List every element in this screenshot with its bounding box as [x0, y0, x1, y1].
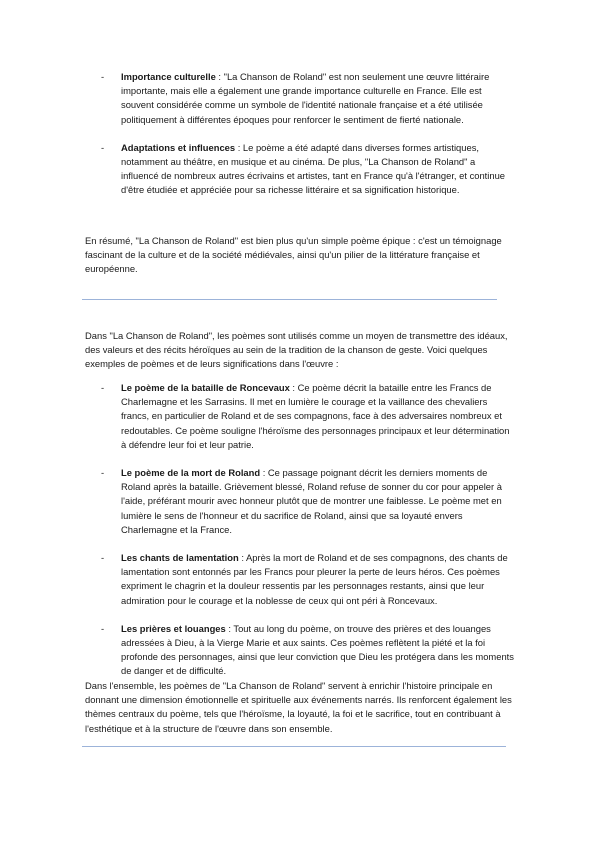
item-body: : Tout au long du poème, on trouve des prières et des louanges adressées à Dieu, à la Vierge Marie et aux saints. Ces poèmes reflètent la piété et la foi profonde des personnages, ainsi que leur conviction que Dieu les protégera dans les moments de danger et de difficulté.	[121, 622, 514, 677]
item-body: : Ce passage poignant décrit les derniers moments de Roland après la bataille. Grièvement blessé, Roland refuse de sonner du cor pour appeler à l'aide, préférant mourir avec honneur plutôt que de montrer une faiblesse. Le poème met en lumière le sens de l'honneur et du sacrifice de Roland, ainsi que sa loyauté envers Charlemagne et la France.	[121, 467, 502, 535]
list-item	[85, 622, 515, 679]
item-title: Les chants de lamentation	[121, 552, 239, 564]
bullet-dash: -	[101, 552, 105, 564]
section-divider	[82, 299, 497, 300]
item-body: : "La Chanson de Roland" est non seulement une œuvre littéraire importante, mais elle a également une grande importance culturelle en France. Elle est souvent considérée comme un symbole de l'identité nationale française et a été utilisée politiquement à différentes époques pour renforcer le sentiment de fierté nationale.	[121, 71, 490, 125]
list-item	[85, 466, 515, 537]
poems-list	[85, 381, 515, 679]
item-title: Le poème de la bataille de Roncevaux	[121, 382, 290, 393]
intro-paragraph: Dans "La Chanson de Roland", les poèmes sont utilisés comme un moyen de transmettre des idéaux, des valeurs et des récits héroïques au sein de la tradition de la chanson de geste. Voici quelques exemples de poèmes et de leurs significations dans l'œuvre :	[85, 330, 508, 370]
item-body: : Ce poème décrit la bataille entre les Francs de Charlemagne et les Sarrasins. Il met en lumière le courage et la vaillance des chevaliers francs, en particulier de Roland et de ses compagnons, face à des adversaires nombreux et redoutables. Ce poème souligne l'héroïsme des personnages principaux et leur détermination à défendre leur foi et leur patrie.	[121, 382, 510, 450]
item-title: Adaptations et influences	[121, 141, 236, 153]
section-divider-bottom	[82, 746, 506, 747]
cultural-points-list	[85, 70, 515, 198]
bullet-dash: -	[101, 622, 105, 634]
list-item	[85, 381, 515, 452]
bullet-dash: -	[101, 141, 105, 153]
list-item	[85, 141, 515, 198]
conclusion-paragraph: Dans l'ensemble, les poèmes de "La Chanson de Roland" servent à enrichir l'histoire principale en donnant une dimension émotionnelle et spirituelle aux événements narrés. Ils renforcent également les thèmes centraux du poème, tels que l'héroïsme, la loyauté, la foi et le sacrifice, tout en contribuant à l'esthétique et à la structure de l'œuvre dans son ensemble.	[85, 680, 512, 734]
item-title: Importance culturelle	[121, 71, 216, 82]
bullet-dash: -	[101, 467, 105, 479]
list-item	[85, 70, 515, 127]
list-item	[85, 551, 515, 608]
item-title: Le poème de la mort de Roland	[121, 467, 261, 479]
bullet-dash: -	[101, 71, 105, 82]
summary-paragraph: En résumé, "La Chanson de Roland" est bien plus qu'un simple poème épique : c'est un témoignage fascinant de la culture et de la société médiévales, ainsi qu'un pilier de la littérature française et européenne.	[85, 235, 502, 275]
item-body: : Après la mort de Roland et de ses compagnons, des chants de lamentation sont entonnés par les Francs pour pleurer la perte de leurs héros. Ces poèmes expriment le chagrin et la douleur ressentis par les personnages restants, ainsi que leur admiration pour le courage et la noblesse de ceux qui ont péri à Roncevaux.	[121, 552, 508, 606]
item-title: Les prières et louanges	[121, 622, 226, 634]
bullet-dash: -	[101, 382, 105, 393]
item-body: : Le poème a été adapté dans diverses formes artistiques, notamment au théâtre, en musique et au cinéma. De plus, "La Chanson de Roland" a influencé de nombreux autres écrivains et artistes, tant en France qu'à l'étranger, et continue d'être étudiée et appréciée pour sa richesse littéraire et sa signification historique.	[121, 141, 506, 196]
